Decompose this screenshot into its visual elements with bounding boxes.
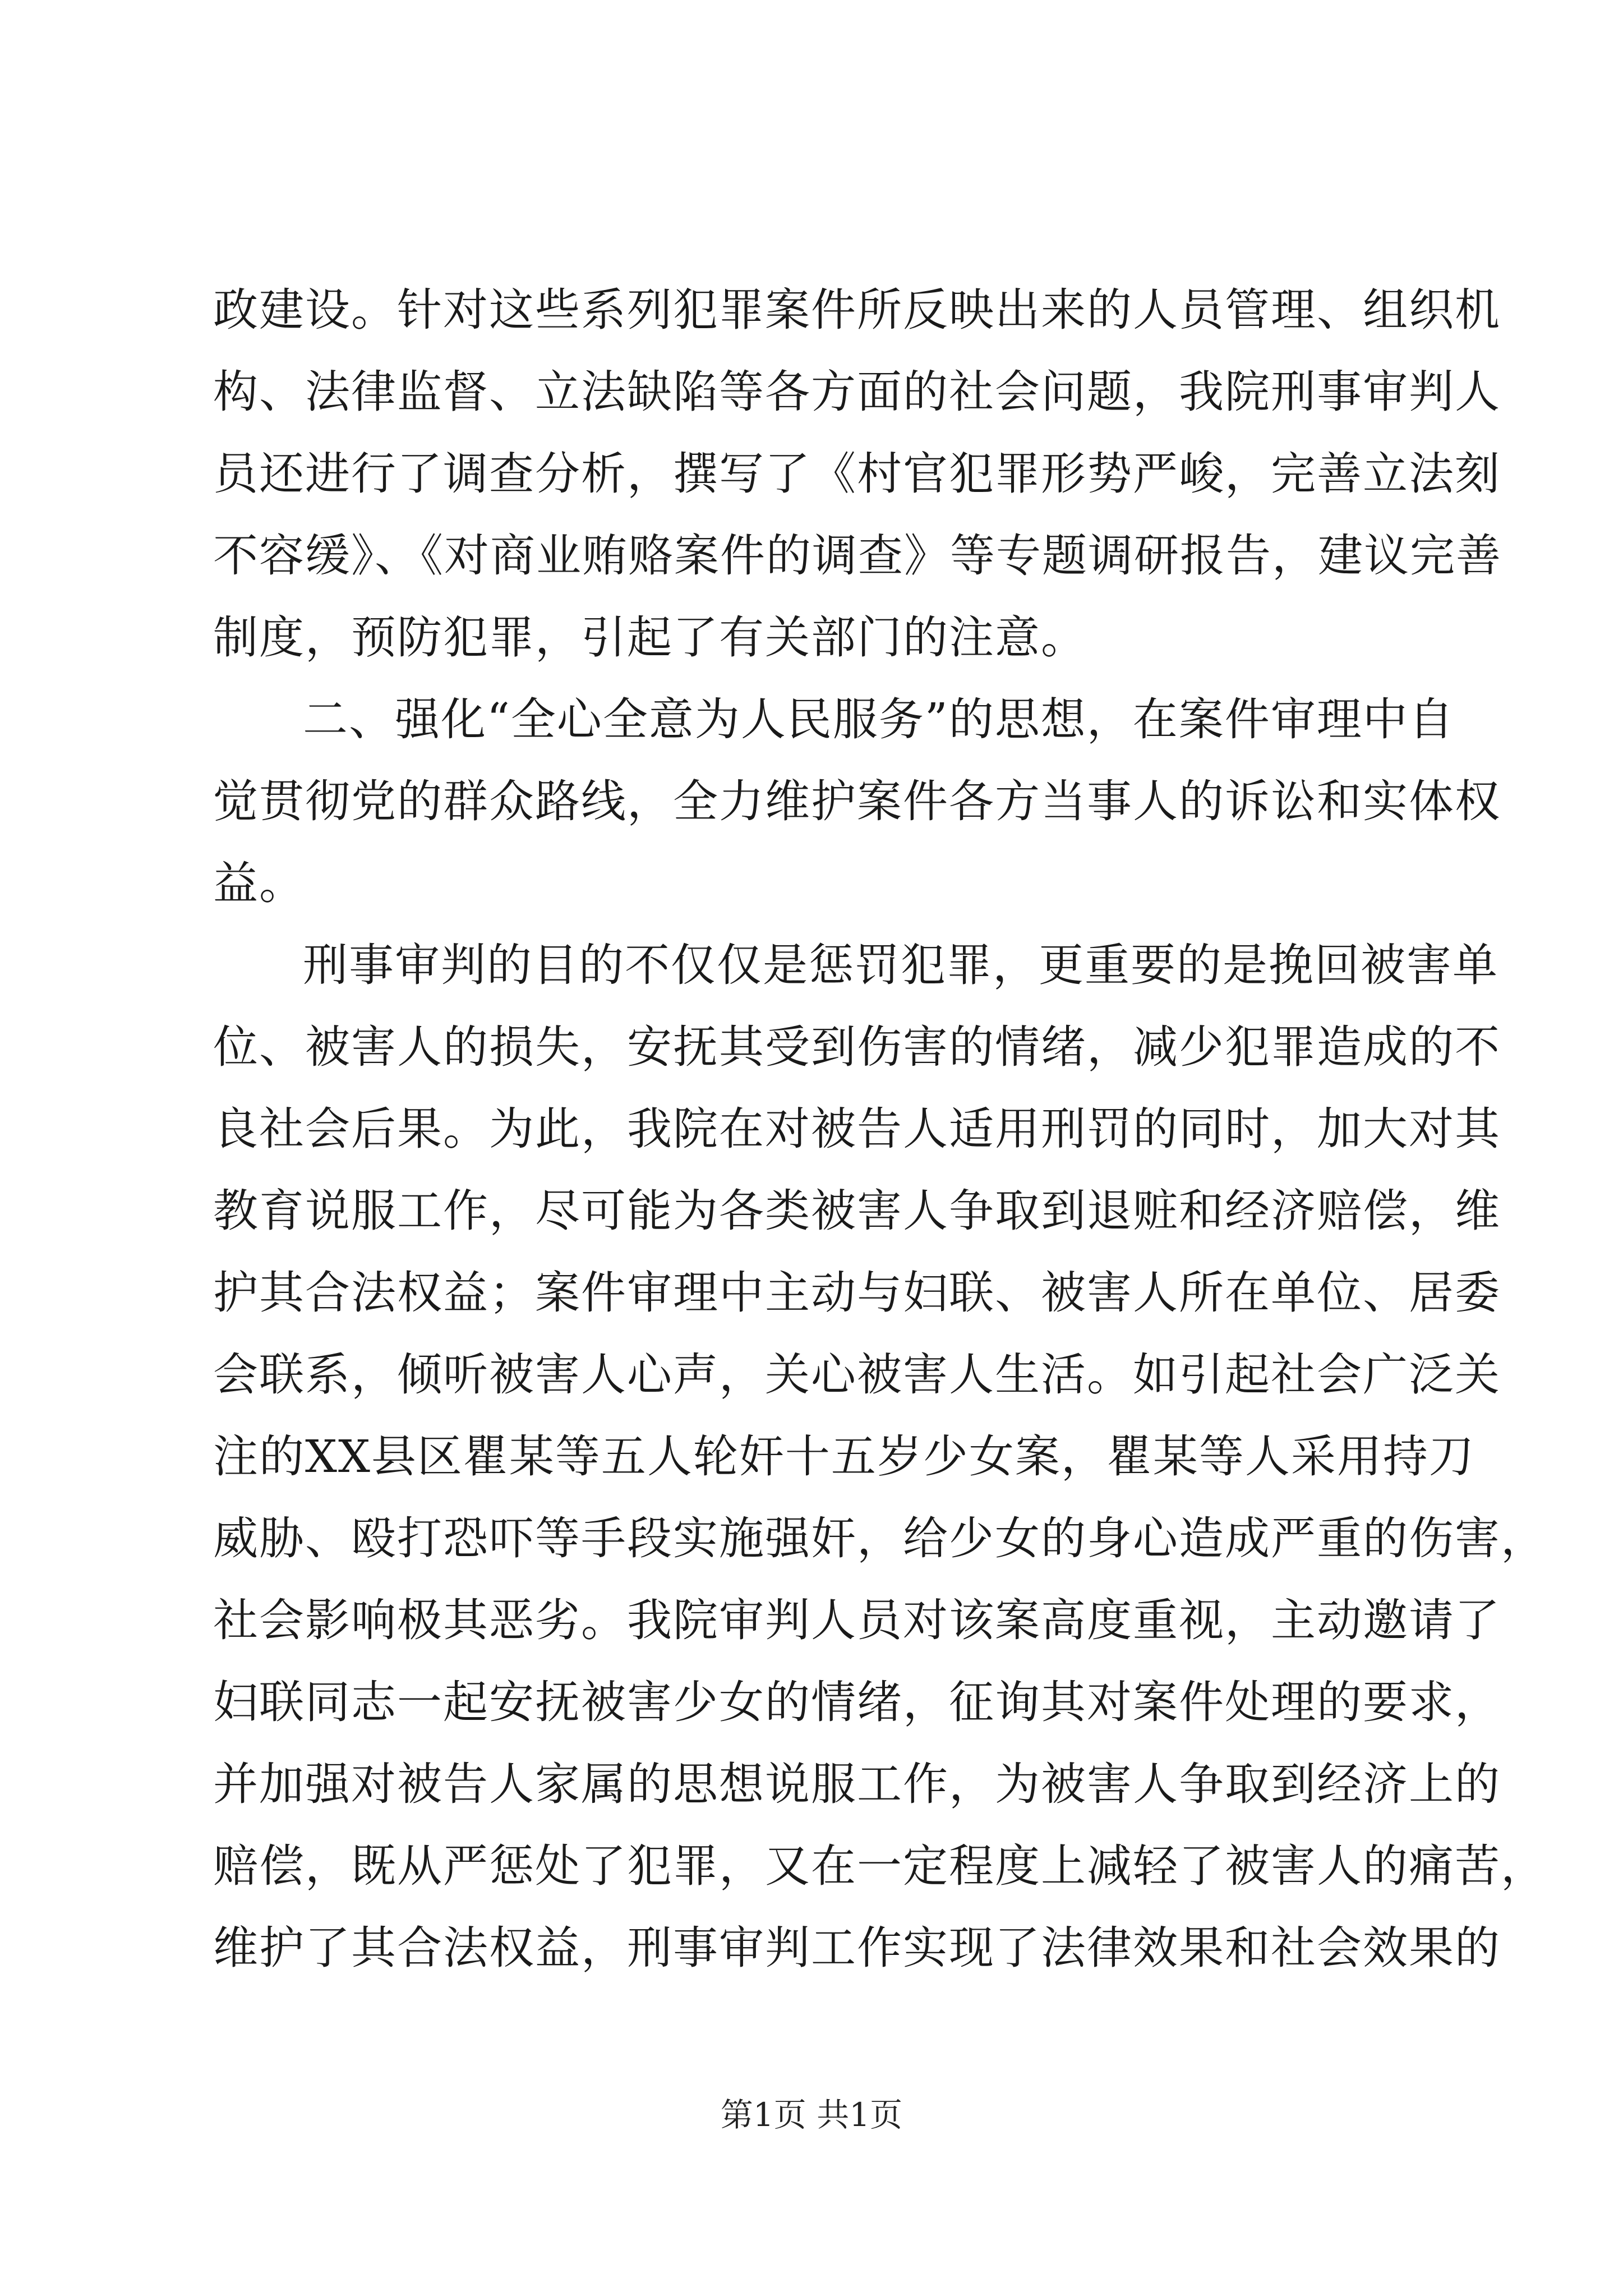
section-heading: 二、强化“全心全意为人民服务”的思想，在案件审理中自	[303, 693, 1455, 746]
text-line: 良社会后果。为此，我院在对被告人适用刑罚的同时，加大对其	[213, 1103, 1501, 1155]
text-line: 制度，预防犯罪，引起了有关部门的注意。	[213, 611, 1087, 664]
text-line: 觉贯彻党的群众路线，全力维护案件各方当事人的诉讼和实体权	[213, 775, 1501, 827]
text-line: 不容缓》、《对商业贿赂案件的调查》等专题调研报告，建议完善	[213, 530, 1502, 582]
text-line: 赔偿，既从严惩处了犯罪，又在一定程度上减轻了被害人的痛苦，	[213, 1840, 1547, 1892]
page-footer: 第1页 共1页	[720, 2096, 903, 2134]
text-line: 社会影响极其恶劣。我院审判人员对该案高度重视，主动邀请了	[213, 1594, 1501, 1646]
text-line: 员还进行了调查分析，撰写了《村官犯罪形势严峻，完善立法刻	[213, 448, 1501, 500]
text-line: 构、法律监督、立法缺陷等各方面的社会问题，我院刑事审判人	[213, 366, 1501, 418]
text-line: 政建设。针对这些系列犯罪案件所反映出来的人员管理、组织机	[213, 284, 1501, 336]
text-line: 护其合法权益；案件审理中主动与妇联、被害人所在单位、居委	[213, 1267, 1501, 1319]
text-line: 妇联同志一起安抚被害少女的情绪，征询其对案件处理的要求，	[213, 1676, 1501, 1728]
text-line: 威胁、殴打恐吓等手段实施强奸，给少女的身心造成严重的伤害，	[213, 1512, 1547, 1565]
text-line: 会联系，倾听被害人心声，关心被害人生活。如引起社会广泛关	[213, 1349, 1501, 1401]
text-line: 益。	[213, 857, 305, 909]
text-line: 教育说服工作，尽可能为各类被害人争取到退赃和经济赔偿，维	[213, 1185, 1501, 1237]
text-line: 注的XX县区瞿某等五人轮奸十五岁少女案，瞿某等人采用持刀	[213, 1430, 1475, 1483]
text-line: 维护了其合法权益，刑事审判工作实现了法律效果和社会效果的	[213, 1922, 1501, 1974]
text-line: 位、被害人的损失，安抚其受到伤害的情绪，减少犯罪造成的不	[213, 1021, 1501, 1073]
text-line: 并加强对被告人家属的思想说服工作，为被害人争取到经济上的	[213, 1758, 1501, 1810]
paragraph-start: 刑事审判的目的不仅仅是惩罚犯罪，更重要的是挽回被害单	[303, 939, 1498, 991]
